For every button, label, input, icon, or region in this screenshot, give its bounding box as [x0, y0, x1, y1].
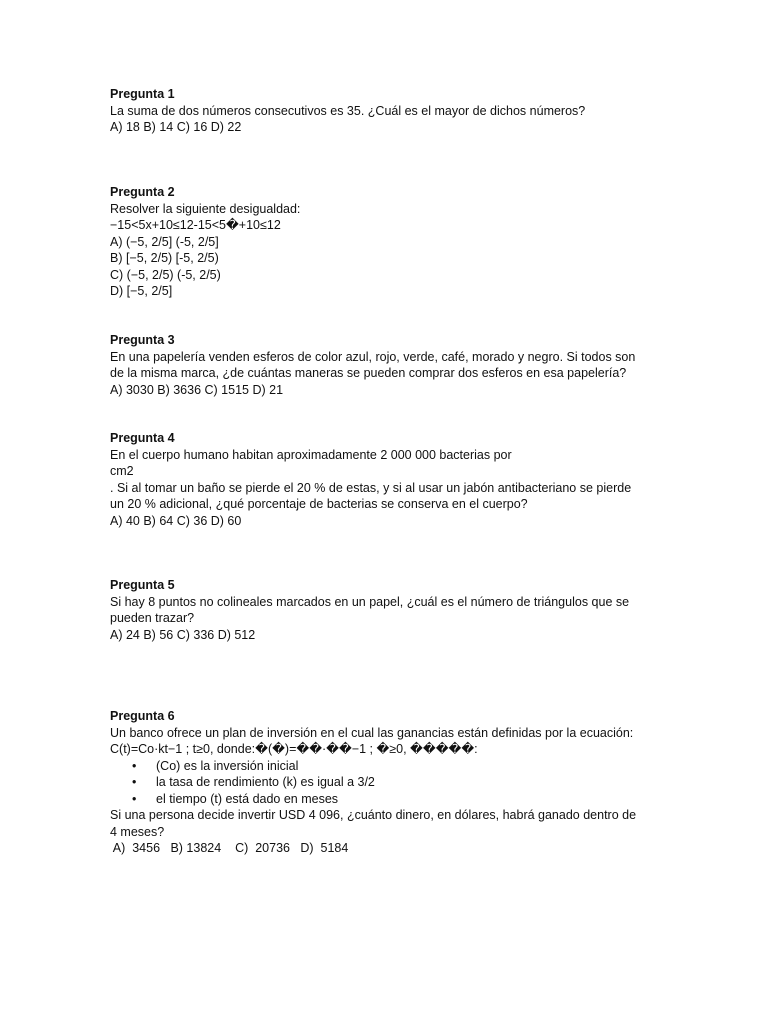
list-item: • la tasa de rendimiento (k) es igual a 3/2: [132, 775, 375, 789]
question-title: Pregunta 3: [110, 333, 175, 347]
bullet-icon: •: [132, 791, 137, 806]
question-6: [110, 708, 660, 857]
question-text: Resolver la siguiente desigualdad:: [110, 201, 301, 216]
bullet-icon: •: [132, 775, 137, 789]
question-text: Si hay 8 puntos no colineales marcados en un papel, ¿cuál es el número de triángulos que se: [110, 594, 630, 609]
question-text: En una papelería venden esferos de color azul, rojo, verde, café, morado y negro. Si todos son: [110, 349, 636, 364]
question-text: 4 meses?: [110, 824, 165, 839]
list-item: • el tiempo (t) está dado en meses: [132, 791, 339, 806]
question-title: Pregunta 1: [110, 87, 175, 101]
question-text: un 20 % adicional, ¿qué porcentaje de bacterias se conserva en el cuerpo?: [110, 497, 528, 511]
question-text: pueden trazar?: [110, 611, 195, 625]
inequality-expression: −15<5x+10≤12-15<5�+10≤12: [110, 218, 281, 232]
question-text: Si una persona decide invertir USD 4 096, ¿cuánto dinero, en dólares, habrá ganado dentro de: [110, 808, 637, 822]
answer-option-a: A) (−5, 2/5] (-5, 2/5]: [110, 234, 219, 249]
question-text: de la misma marca, ¿de cuántas maneras se pueden comprar dos esferos en esa papelería?: [110, 366, 627, 380]
question-5: [110, 577, 660, 643]
answer-option-d: D) [−5, 2/5]: [110, 284, 173, 298]
question-3: [110, 332, 660, 398]
answer-options: A) 3030 B) 3636 C) 1515 D) 21: [110, 382, 284, 397]
question-2: [110, 184, 660, 300]
question-title: Pregunta 5: [110, 578, 175, 592]
question-title: Pregunta 4: [110, 431, 175, 445]
answer-options: A) 40 B) 64 C) 36 D) 60: [110, 513, 242, 528]
bullet-icon: •: [132, 758, 137, 773]
list-item: • (Co) es la inversión inicial: [132, 758, 299, 773]
answer-option-b: B) [−5, 2/5) [-5, 2/5): [110, 251, 219, 265]
question-text: La suma de dos números consecutivos es 35. ¿Cuál es el mayor de dichos números?: [110, 103, 586, 118]
answer-option-c: C) (−5, 2/5) (-5, 2/5): [110, 267, 221, 282]
question-4: [110, 430, 660, 529]
question-text: cm2: [110, 464, 134, 478]
equation-text: C(t)=Co·kt−1 ; t≥0, donde:�(�)=��·��−1 ; �≥0, �����:: [110, 742, 478, 756]
answer-options: A) 3456 B) 13824 C) 20736 D) 5184: [110, 841, 349, 855]
question-1: [110, 86, 660, 136]
answer-options: A) 24 B) 56 C) 336 D) 512: [110, 627, 256, 642]
question-text: Un banco ofrece un plan de inversión en el cual las ganancias están definidas por la ecuación:: [110, 725, 634, 740]
question-title: Pregunta 2: [110, 185, 175, 199]
question-title: Pregunta 6: [110, 709, 175, 723]
question-text: . Si al tomar un baño se pierde el 20 % de estas, y si al usar un jabón antibacteriano se pierde: [110, 480, 632, 495]
question-text: En el cuerpo humano habitan aproximadamente 2 000 000 bacterias por: [110, 447, 512, 462]
definition-list: [110, 758, 660, 808]
answer-options: A) 18 B) 14 C) 16 D) 22: [110, 120, 242, 134]
